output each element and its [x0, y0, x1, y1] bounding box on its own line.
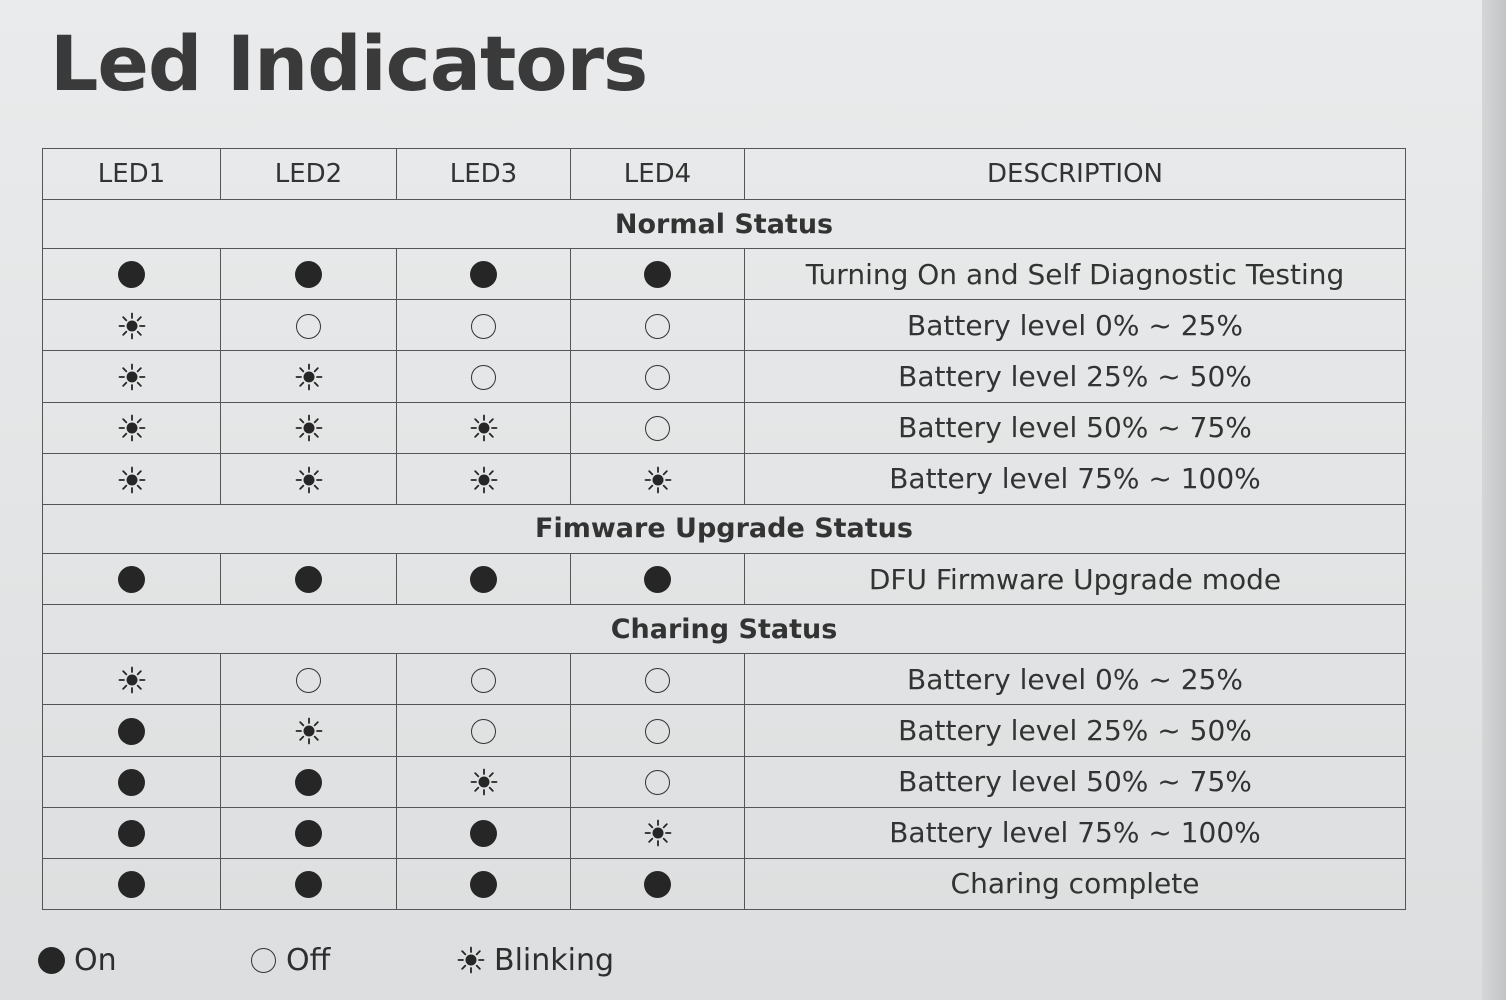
filled-circle-icon	[294, 767, 324, 797]
table-row	[43, 654, 1406, 705]
hollow-circle-icon	[294, 311, 324, 341]
legend-label-blinking: Blinking	[494, 942, 615, 978]
table-row	[43, 807, 1406, 858]
header-led3: LED3	[397, 149, 571, 200]
table-row	[43, 553, 1406, 604]
blinking-led-icon	[117, 362, 147, 392]
filled-circle-icon	[469, 818, 499, 848]
filled-circle-icon	[117, 565, 147, 595]
filled-circle-icon	[117, 716, 147, 746]
description-cell: Battery level 50% ~ 75%	[745, 402, 1406, 453]
led3-cell	[397, 402, 571, 453]
led2-cell	[221, 249, 397, 300]
table-row	[43, 858, 1406, 909]
led3-cell	[397, 553, 571, 604]
hollow-circle-icon	[469, 311, 499, 341]
filled-circle-icon	[294, 260, 324, 290]
led4-cell	[571, 249, 745, 300]
page-title: Led Indicators	[50, 19, 648, 108]
hollow-circle-icon	[294, 665, 324, 695]
table-header-row	[43, 149, 1406, 200]
hollow-circle-icon	[469, 362, 499, 392]
legend-item-blinking	[456, 938, 614, 982]
led-indicator-table	[42, 148, 1406, 910]
hollow-circle-icon	[469, 716, 499, 746]
description-cell: Turning On and Self Diagnostic Testing	[745, 249, 1406, 300]
led1-cell	[43, 453, 221, 504]
filled-circle-icon	[469, 260, 499, 290]
section-row	[43, 504, 1406, 553]
header-description: DESCRIPTION	[745, 149, 1406, 200]
filled-circle-icon	[294, 565, 324, 595]
description-cell: Battery level 0% ~ 25%	[745, 300, 1406, 351]
hollow-circle-icon	[643, 362, 673, 392]
led4-cell	[571, 654, 745, 705]
filled-circle-icon	[294, 870, 324, 900]
led1-cell	[43, 249, 221, 300]
led2-cell	[221, 807, 397, 858]
led3-cell	[397, 807, 571, 858]
led4-cell	[571, 402, 745, 453]
hollow-circle-icon	[643, 311, 673, 341]
led3-cell	[397, 654, 571, 705]
table-row	[43, 249, 1406, 300]
led4-cell	[571, 453, 745, 504]
hollow-circle-icon	[643, 767, 673, 797]
description-cell: DFU Firmware Upgrade mode	[745, 553, 1406, 604]
hollow-circle-icon	[248, 945, 278, 975]
section-title: Charing Status	[43, 605, 1406, 654]
section-title: Normal Status	[43, 200, 1406, 249]
blinking-led-icon	[643, 465, 673, 495]
filled-circle-icon	[117, 767, 147, 797]
led2-cell	[221, 654, 397, 705]
description-cell: Charing complete	[745, 858, 1406, 909]
led2-cell	[221, 351, 397, 402]
filled-circle-icon	[117, 818, 147, 848]
section-title: Fimware Upgrade Status	[43, 504, 1406, 553]
led1-cell	[43, 858, 221, 909]
led4-cell	[571, 858, 745, 909]
led3-cell	[397, 249, 571, 300]
hollow-circle-icon	[643, 413, 673, 443]
led1-cell	[43, 351, 221, 402]
filled-circle-icon	[643, 870, 673, 900]
header-led1: LED1	[43, 149, 221, 200]
led3-cell	[397, 351, 571, 402]
blinking-led-icon	[294, 413, 324, 443]
blinking-led-icon	[469, 413, 499, 443]
led2-cell	[221, 858, 397, 909]
header-led2: LED2	[221, 149, 397, 200]
blinking-led-icon	[294, 362, 324, 392]
filled-circle-icon	[643, 260, 673, 290]
page-edge	[1482, 0, 1506, 1000]
filled-circle-icon	[36, 945, 66, 975]
led2-cell	[221, 300, 397, 351]
header-led4: LED4	[571, 149, 745, 200]
blinking-led-icon	[456, 945, 486, 975]
hollow-circle-icon	[469, 665, 499, 695]
legend-label-on: On	[74, 942, 117, 978]
filled-circle-icon	[117, 870, 147, 900]
filled-circle-icon	[117, 260, 147, 290]
led1-cell	[43, 300, 221, 351]
blinking-led-icon	[643, 818, 673, 848]
filled-circle-icon	[643, 565, 673, 595]
led2-cell	[221, 756, 397, 807]
hollow-circle-icon	[643, 665, 673, 695]
description-cell: Battery level 25% ~ 50%	[745, 705, 1406, 756]
description-cell: Battery level 50% ~ 75%	[745, 756, 1406, 807]
filled-circle-icon	[469, 870, 499, 900]
led2-cell	[221, 453, 397, 504]
legend-item-off	[248, 938, 330, 982]
filled-circle-icon	[294, 818, 324, 848]
filled-circle-icon	[469, 565, 499, 595]
led3-cell	[397, 756, 571, 807]
table-row	[43, 351, 1406, 402]
led1-cell	[43, 705, 221, 756]
led3-cell	[397, 705, 571, 756]
description-cell: Battery level 75% ~ 100%	[745, 807, 1406, 858]
blinking-led-icon	[117, 465, 147, 495]
led1-cell	[43, 654, 221, 705]
led4-cell	[571, 756, 745, 807]
led1-cell	[43, 807, 221, 858]
legend-label-off: Off	[286, 942, 331, 978]
description-cell: Battery level 75% ~ 100%	[745, 453, 1406, 504]
led3-cell	[397, 453, 571, 504]
led4-cell	[571, 807, 745, 858]
led2-cell	[221, 402, 397, 453]
led1-cell	[43, 553, 221, 604]
description-cell: Battery level 25% ~ 50%	[745, 351, 1406, 402]
blinking-led-icon	[294, 465, 324, 495]
led3-cell	[397, 858, 571, 909]
table-row	[43, 453, 1406, 504]
blinking-led-icon	[469, 767, 499, 797]
blinking-led-icon	[294, 716, 324, 746]
section-row	[43, 200, 1406, 249]
led4-cell	[571, 705, 745, 756]
hollow-circle-icon	[643, 716, 673, 746]
blinking-led-icon	[117, 311, 147, 341]
led2-cell	[221, 705, 397, 756]
led3-cell	[397, 300, 571, 351]
led4-cell	[571, 351, 745, 402]
table-body	[43, 200, 1406, 910]
led1-cell	[43, 756, 221, 807]
blinking-led-icon	[117, 413, 147, 443]
led1-cell	[43, 402, 221, 453]
legend-item-on	[36, 938, 117, 982]
led2-cell	[221, 553, 397, 604]
table-row	[43, 300, 1406, 351]
blinking-led-icon	[117, 665, 147, 695]
table-row	[43, 756, 1406, 807]
led4-cell	[571, 300, 745, 351]
section-row	[43, 605, 1406, 654]
blinking-led-icon	[469, 465, 499, 495]
table-row	[43, 402, 1406, 453]
description-cell: Battery level 0% ~ 25%	[745, 654, 1406, 705]
table-row	[43, 705, 1406, 756]
led4-cell	[571, 553, 745, 604]
